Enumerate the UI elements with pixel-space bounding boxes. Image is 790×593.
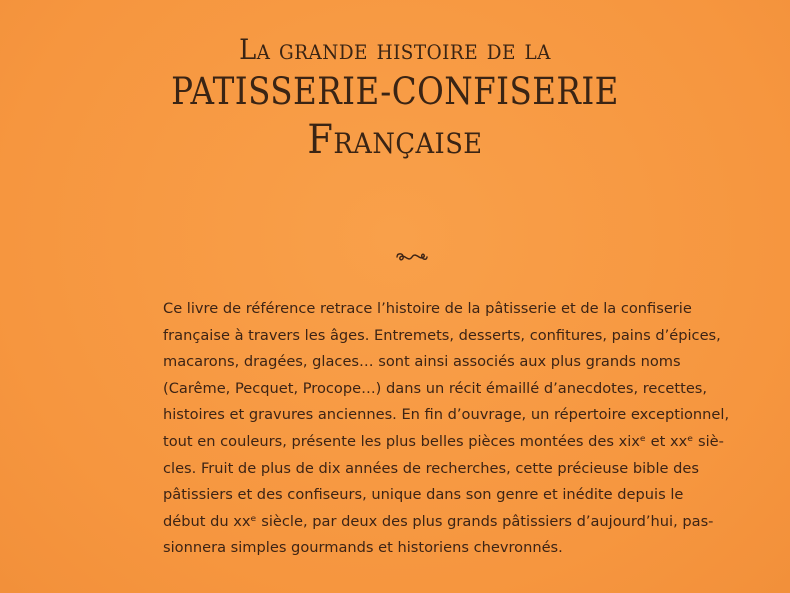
title-line-1: La grande histoire de la [239, 33, 551, 66]
description-line: tout en couleurs, présente les plus belles pièces montées des xixᵉ et xxᵉ siè- [163, 432, 724, 450]
description-line: française à travers les âges. Entremets, desserts, confitures, pains d’épices, [163, 326, 721, 344]
title-line-3: Française [307, 117, 483, 163]
description-line: sionnera simples gourmands et historiens chevronnés. [163, 539, 563, 557]
description-line: histoires et gravures anciennes. En fin d’ouvrage, un répertoire exceptionnel, [163, 406, 730, 424]
description-line: début du xxᵉ siècle, par deux des plus grands pâtissiers d’aujourd’hui, pas- [163, 512, 714, 530]
title-line-2: PATISSERIE-CONFISERIE [171, 70, 619, 113]
description-line: (Carême, Pecquet, Procope…) dans un récit émaillé d’anecdotes, recettes, [163, 379, 708, 397]
book-description [163, 296, 730, 562]
book-title [0, 30, 790, 166]
description-line: Ce livre de référence retrace l’histoire de la pâtisserie et de la confiserie [163, 300, 692, 317]
description-line: cles. Fruit de plus de dix années de recherches, cette précieuse bible des [163, 459, 699, 477]
description-line: pâtissiers et des confiseurs, unique dans son genre et inédite depuis le [163, 486, 684, 504]
flourish-ornament-icon [395, 250, 429, 264]
description-line: macarons, dragées, glaces… sont ainsi associés aux plus grands noms [163, 353, 681, 371]
